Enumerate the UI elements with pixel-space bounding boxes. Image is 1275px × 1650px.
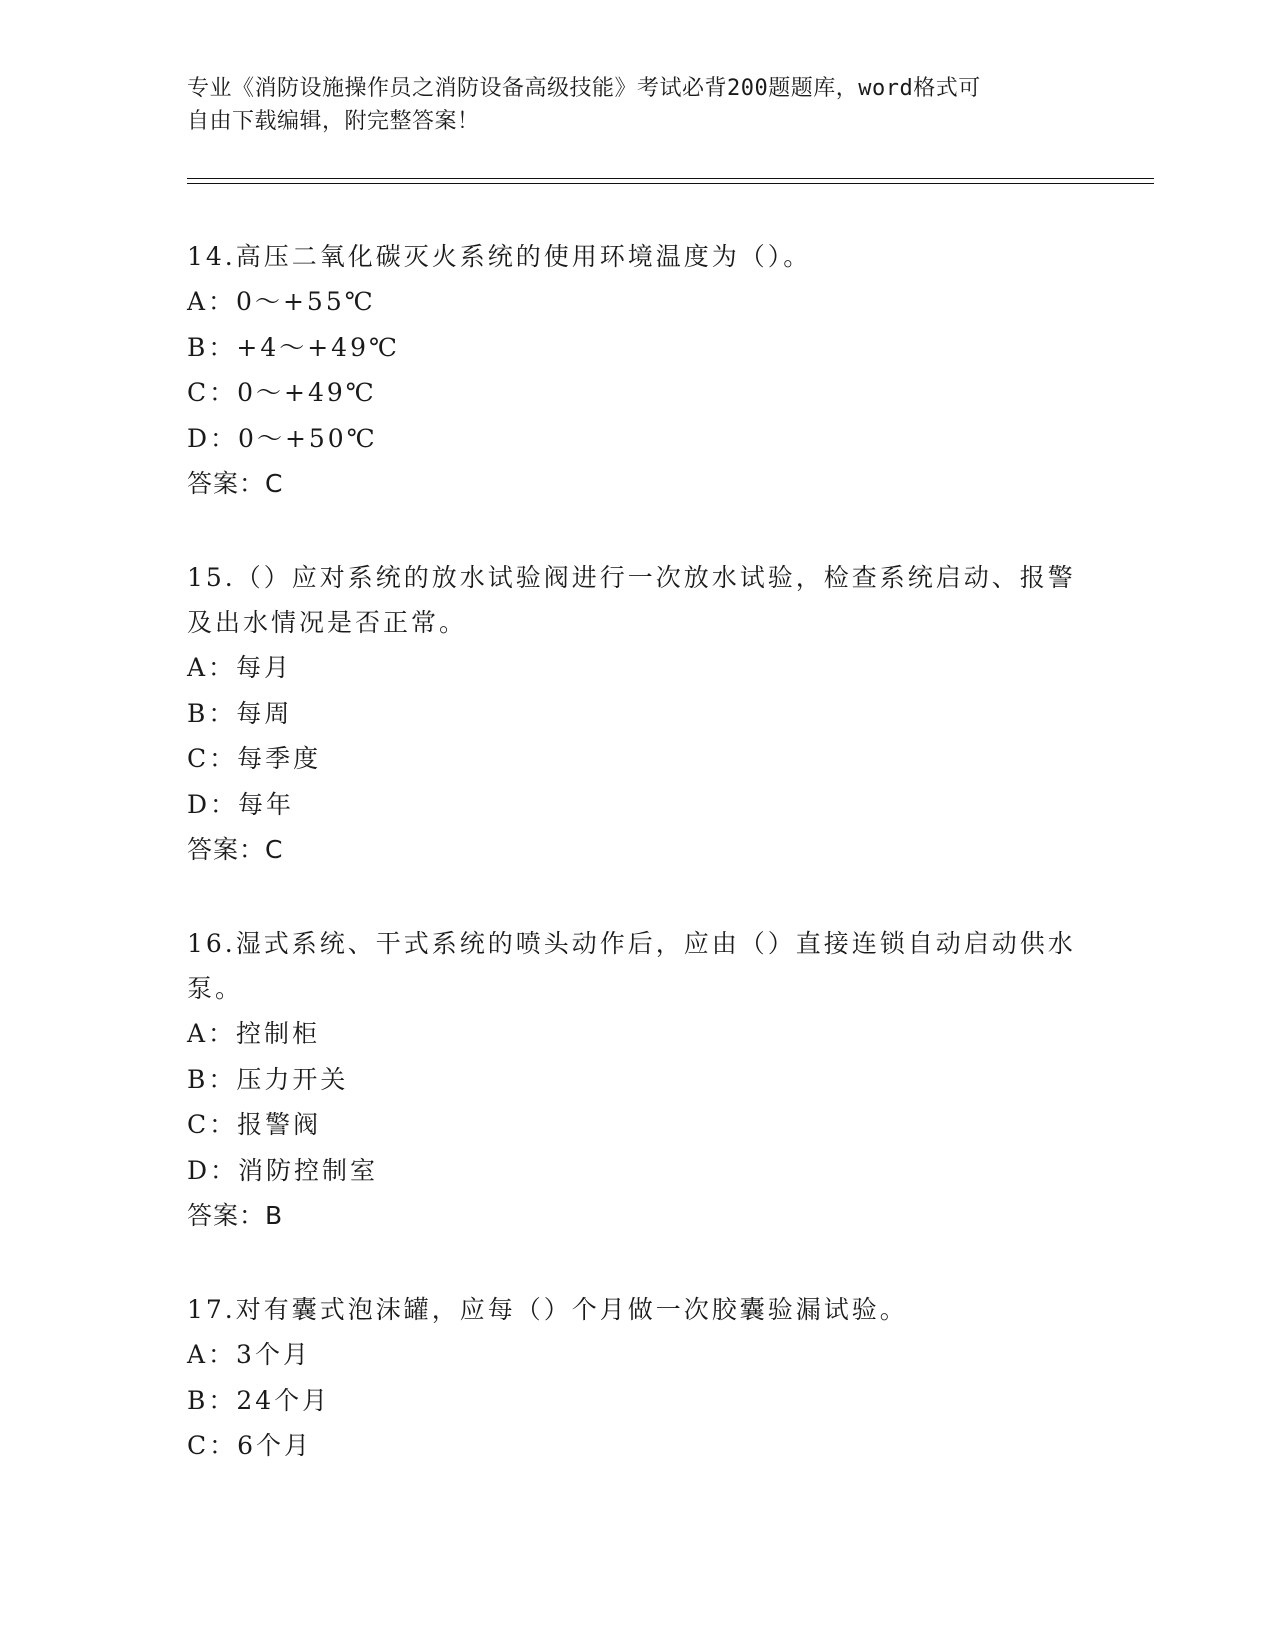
header-intro-line-1: 专业《消防设施操作员之消防设备高级技能》考试必背200题题库，word格式可: [187, 76, 981, 101]
question-text: 17.对有囊式泡沫罐，应每（）个月做一次胶囊验漏试验。: [187, 1295, 908, 1324]
question-text: 15.（）应对系统的放水试验阀进行一次放水试验，检查系统启动、报警及出水情况是否正常。: [187, 563, 1076, 637]
option-a: A：控制柜: [187, 1019, 321, 1048]
document-header: [187, 72, 1087, 138]
option-d: D：0～+50℃: [187, 423, 378, 453]
header-intro-line-2: 自由下载编辑，附完整答案！: [187, 109, 480, 134]
question-text: 14.高压二氧化碳灭火系统的使用环境温度为（）。: [187, 242, 812, 271]
option-a: A：每月: [187, 653, 293, 682]
option-b: B：每周: [187, 698, 293, 728]
question-14: [187, 234, 1087, 506]
answer-line: 答案：B: [187, 1201, 284, 1230]
answer-line: 答案：C: [187, 469, 284, 498]
question-16: [187, 921, 1087, 1238]
option-c: C：0～+49℃: [187, 378, 377, 407]
question-15: [187, 555, 1087, 872]
question-17: [187, 1287, 1087, 1469]
option-c: C：6个月: [187, 1431, 313, 1460]
option-b: B：压力开关: [187, 1064, 349, 1094]
answer-line: 答案：C: [187, 835, 284, 864]
option-d: D：消防控制室: [187, 1155, 379, 1185]
option-a: A：0～+55℃: [187, 287, 376, 316]
option-b: B：24个月: [187, 1385, 331, 1415]
option-b: B：+4～+49℃: [187, 332, 400, 362]
option-c: C：每季度: [187, 744, 322, 773]
option-c: C：报警阀: [187, 1110, 322, 1139]
option-a: A：3个月: [187, 1340, 311, 1369]
header-divider-bottom: [187, 183, 1154, 184]
option-d: D：每年: [187, 789, 295, 819]
question-text: 16.湿式系统、干式系统的喷头动作后，应由（）直接连锁自动启动供水泵。: [187, 929, 1076, 1003]
header-divider-top: [187, 178, 1154, 179]
question-list: [187, 234, 1087, 1518]
